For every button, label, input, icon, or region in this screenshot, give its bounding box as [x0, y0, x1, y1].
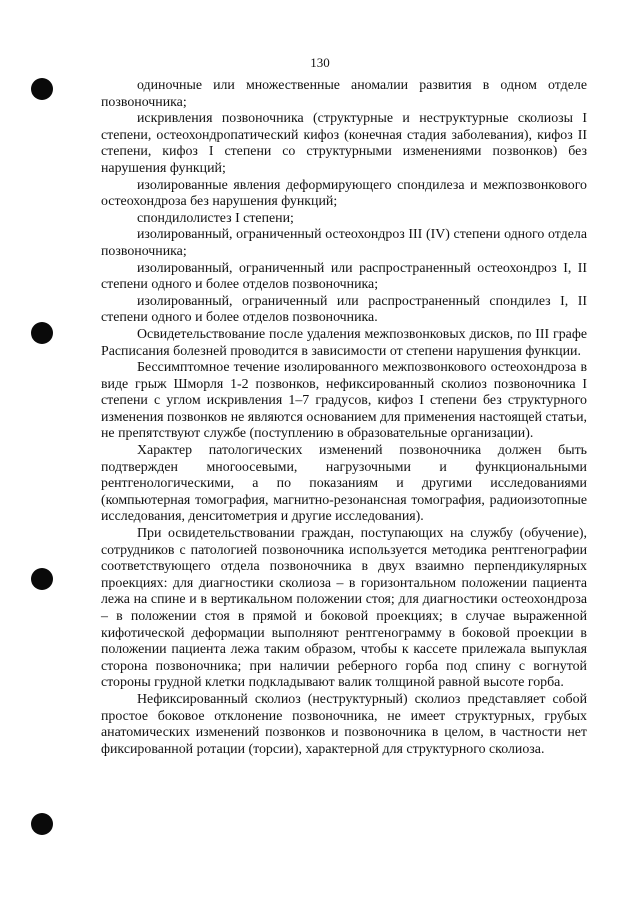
paragraph: изолированный, ограниченный остеохондроз III (IV) степени одного отдела позвоночника;	[101, 227, 587, 259]
binder-hole-mark	[31, 568, 53, 590]
paragraph: спондилолистез I степени;	[137, 210, 294, 226]
binder-hole-mark	[31, 322, 53, 344]
binder-hole-mark	[31, 78, 53, 100]
page-number: 130	[310, 55, 330, 70]
paragraph: изолированные явления деформирующего спондилеза и межпозвонкового остеохондроза без нарушения функций;	[101, 177, 587, 210]
binder-hole-mark	[31, 813, 53, 835]
paragraph: одиночные или множественные аномалии развития в одном отделе позвоночника;	[101, 78, 587, 110]
paragraph: Освидетельствование после удаления межпозвонковых дисков, по III графе Расписания болезней проводится в зависимости от степени нарушения функции.	[101, 326, 587, 359]
document-body	[101, 78, 587, 758]
paragraph: При освидетельствовании граждан, поступающих на службу (обучение), сотрудников с патологией позвоночника используется методика рентгенографии соответствующего отдела позвоночника в двух взаимно перпендикулярных проекциях: для диагностики сколиоза – в горизонтальном положении пациента лежа на спине и в вертикальном положении стоя; для диагностики остеохондроза – в положении стоя в прямой и боковой проекциях; в случае выраженной кифотической деформации выполняют рентгенограмму в боковой проекции в положении пациента лежа таким образом, чтобы к кассете прилежала выпуклая сторона позвоночника; при наличии реберного горба под спину с вогнутой стороны грудной клетки подкладывают валик толщиной равной высоте горба.	[101, 526, 587, 691]
paragraph: изолированный, ограниченный или распространенный спондилез I, II степени одного и более отделов позвоночника.	[101, 293, 587, 326]
paragraph: Нефиксированный сколиоз (неструктурный) сколиоз представляет собой простое боковое отклонение позвоночника, не имеет структурных, грубых анатомических изменений позвонков и позвоночника в целом, в частности нет фиксированной ротации (торсии), характерной для структурного сколиоза.	[101, 691, 587, 757]
paragraph: Бессимптомное течение изолированного межпозвонкового остеохондроза в виде грыж Шморля 1-2 позвонков, нефиксированный сколиоз позвоночника I степени с углом искривления 1–7 градусов, кифоз I степени без структурного изменения позвонков не являются основанием для применения настоящей статьи, не препятствуют службе (поступлению в образовательные организации).	[101, 360, 587, 442]
paragraph: искривления позвоночника (структурные и неструктурные сколиозы I степени, остеохондропатический кифоз (конечная стадия заболевания), кифоз II степени, кифоз I степени со структурными изменениями позвонков) без нарушения функций;	[101, 111, 587, 176]
paragraph: Характер патологических изменений позвоночника должен быть подтвержден многоосевыми, нагрузочными и функциональными рентгенологическими, а по показаниям и другими исследованиями (компьютерная томография, магнитно-резонансная томография, радиоизотопные исследования, денситометрия и другие исследования).	[101, 443, 587, 525]
paragraph: изолированный, ограниченный или распространенный остеохондроз I, II степени одного и более отделов позвоночника;	[101, 260, 587, 293]
